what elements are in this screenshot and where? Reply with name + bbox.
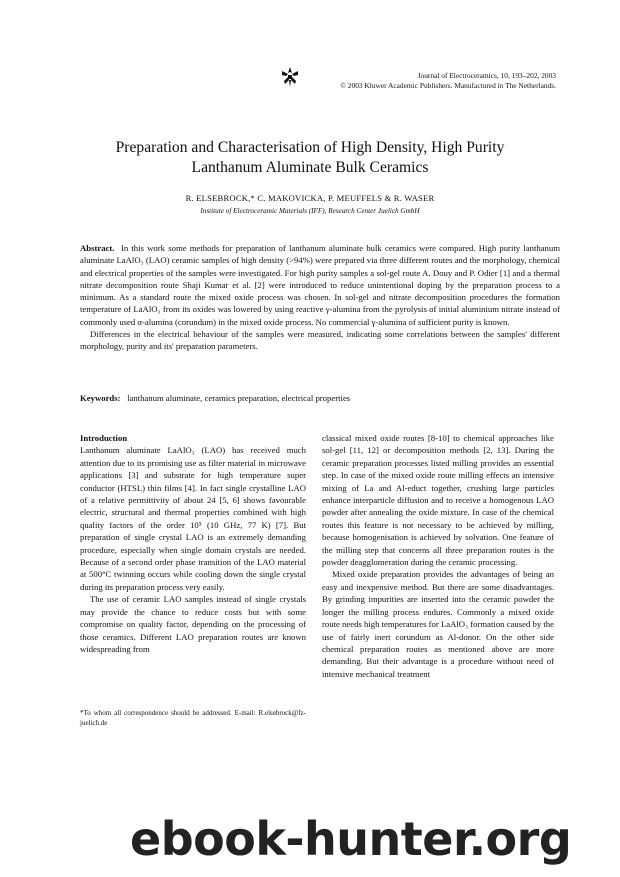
author-list: R. ELSEBROCK,* C. MAKOVICKA, P. MEUFFELS & R. WASER (185, 193, 435, 203)
abstract-text-1: In this work some methods for preparation of lanthanum aluminate bulk ceramics were compared. High purity lanthanum aluminate LaAlO₃ (LAO) ceramic samples of high density (>94%) were prepared via three different routes and the morphology, chemical and electrical properties of the samples were investigated. For high purity samples a sol-gel route A. Douy and P. Odier [1] and a thermal nitrate decomposition route Shaji Kumar et al. [2] were introduced to reduce unintentional doping by the preparation process to a minimum. As a standard route the mixed oxide process was chosen. In sol-gel and nitrate decomposition procedures the formation temperature of LaAlO₃ from its oxides was lowered by using reactive γ-alumina from the pyrolysis of initial aluminium nitrate instead of commonly used α-alumina (corundum) in the mixed oxide process. No commercial γ-alumina of sufficient purity is known. (80, 243, 561, 327)
intro-paragraph-2: The use of ceramic LAO samples instead of single crystals may provide the chance to reduce costs but with some compromise on quality factor, depending on the processing of those ceramics. Different LAO preparation routes are known widespreading from (80, 594, 306, 654)
journal-citation: Journal of Electroceramics, 10, 193–202, 2003 (417, 71, 556, 80)
abstract (80, 242, 560, 353)
correspondence-footnote: *To whom all correspondence should be addressed. E-mail: R.elsebrock@fz-juelich.de (80, 709, 306, 727)
abstract-paragraph-2: Differences in the electrical behaviour of the samples were measured, indicating some correlations between the samples' different morphology, purity and its' preparation parameters. (80, 329, 560, 352)
keywords-label: Keywords: (80, 393, 121, 403)
abstract-label: Abstract. (80, 243, 115, 253)
intro-paragraph-1: Lanthanum aluminate LaAlO₃ (LAO) has received much attention due to its promising use as filter material in microwave applications [3] and substrate for high temperature super conductor (HTSL) thin films [4]. In fact single crystalline LAO of a relative permittivity of about 24 [5, 6] shows favourable electric, structural and thermal properties combined with high quality factors of the order 10⁵ (10 GHz, 77 K) [7]. But preparation of single crystal LAO is an extremely demanding procedure, especially when single domain crystals are needed. Because of a second order phase transition of the LAO material at 500°C twinning occurs while cooling down the single crystal during its preparation process very easily. (80, 445, 306, 592)
keywords-text: lanthanum aluminate, ceramics preparation, electrical properties (127, 393, 351, 403)
title-line-2: Lanthanum Aluminate Bulk Ceramics (191, 159, 429, 176)
paper-title (60, 138, 560, 178)
intro-paragraph-3: classical mixed oxide routes [8-10] to chemical approaches like sol-gel [11, 12] or decomposition methods [2, 13]. During the ceramic preparation processes listed milling provides an essential step. In case of the mixed oxide route milling effects an intensive mixing of La and Al-educt together, crushing large particles enhance interparticle diffusion and to receive a homogenous LAO powder after annealing the oxide mixture. In case of the chemical routes this feature is not necessary to be achieved by milling, because homogenisation is achieved by solvation. One feature of the milling step that concerns all three preparation routes is the powder deagglomeration during the ceramic processing. (322, 433, 554, 568)
title-line-1: Preparation and Characterisation of High Density, High Purity (115, 139, 505, 156)
affiliation: Institute of Electroceramic Materials (IFF), Research Center Juelich GmbH (200, 207, 420, 215)
abstract-paragraph-1 (80, 242, 560, 328)
intro-paragraph-4: Mixed oxide preparation provides the advantages of being an easy and inexpensive method. But there are some disadvantages. By grinding impurities are inserted into the ceramic powder the longer the milling process endures. Commonly a mixed oxide route needs high temperatures for LaAlO₃ formation caused by the use of fairly inert corundum as Al-donor. On the other side chemical preparation routes as mentioned above are more demanding. But their advantage is a procedure without need of intensive mechanical treatment (322, 569, 554, 679)
journal-header (340, 71, 556, 91)
watermark: ebook-hunter.org (130, 812, 572, 866)
copyright-line: © 2003 Kluwer Academic Publishers. Manufactured in The Netherlands. (340, 81, 556, 90)
section-heading: Introduction (80, 433, 128, 443)
keywords (80, 393, 560, 403)
left-column (80, 432, 306, 655)
publisher-logo-icon (279, 66, 301, 88)
right-column (322, 432, 554, 680)
